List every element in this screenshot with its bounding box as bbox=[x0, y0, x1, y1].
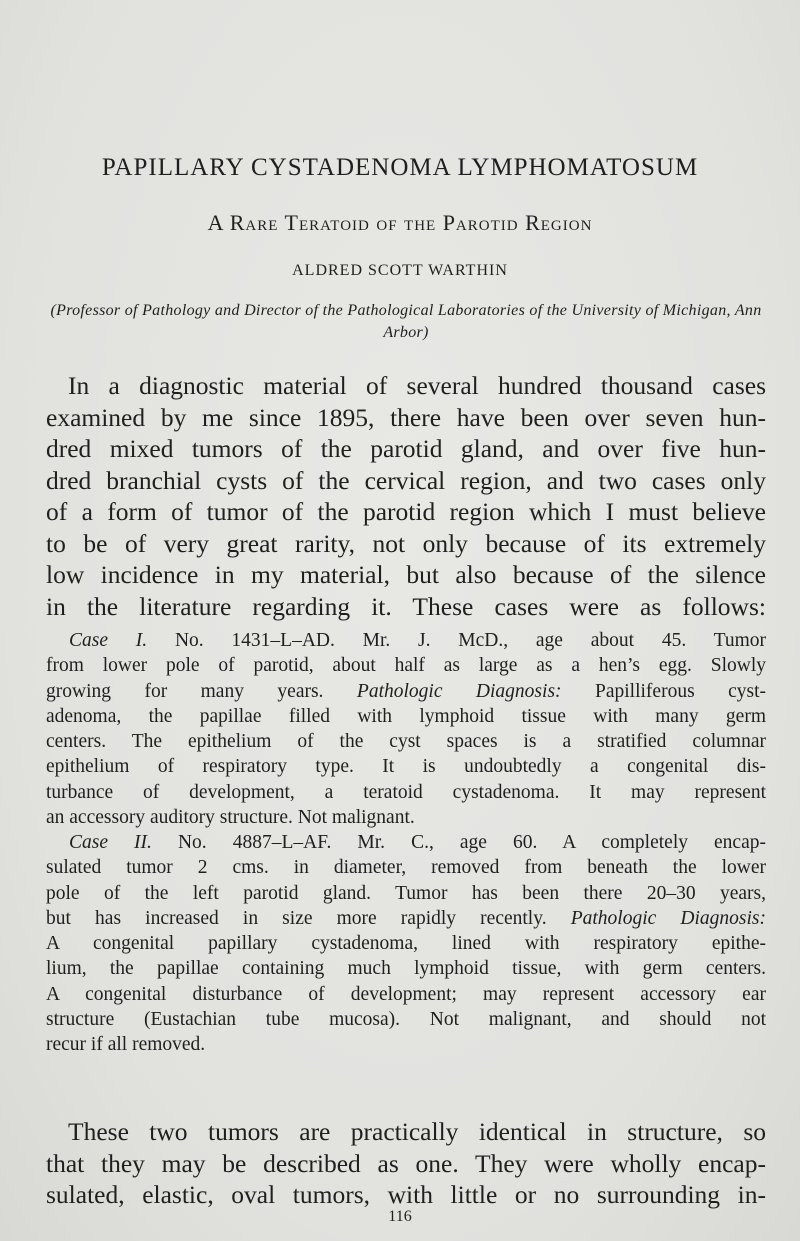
intro-line: examined by me since 1895, there have been over seven hun- bbox=[46, 402, 766, 432]
closing-line: These two tumors are practically identical in structure, so bbox=[68, 1117, 766, 1146]
intro-line: In a diagnostic material of several hundred thousand cases bbox=[68, 371, 766, 400]
case-line: pole of the left parotid gland. Tumor has been there 20–30 years, bbox=[46, 882, 766, 904]
intro-line: of a form of tumor of the parotid region which I must believe bbox=[46, 497, 766, 526]
case-line: an accessory auditory structure. Not malignant. bbox=[46, 807, 415, 829]
intro-line: dred mixed tumors of the parotid gland, and over five hun- bbox=[46, 434, 766, 463]
intro-line: to be of very great rarity, not only because of its extremely bbox=[46, 528, 766, 558]
page-number: 116 bbox=[388, 1208, 412, 1225]
author-affiliation: (Professor of Pathology and Director of the Pathological Laboratories of the University of Michigan, Ann Arbor) bbox=[50, 302, 762, 341]
intro-paragraph bbox=[46, 370, 766, 622]
case-label: Case I. bbox=[69, 630, 148, 651]
case-two-paragraph bbox=[46, 830, 766, 1058]
case-line: A congenital papillary cystadenoma, lined with respiratory epithe- bbox=[46, 933, 766, 955]
author-name: ALDRED SCOTT WARTHIN bbox=[292, 262, 508, 279]
intro-line: dred branchial cysts of the cervical region, and two cases only bbox=[46, 465, 766, 495]
case-line: growing for many years. Pathologic Diagnosis: Papilliferous cyst- bbox=[46, 680, 767, 702]
case-line: structure (Eustachian tube mucosa). Not malignant, and should not bbox=[46, 1009, 766, 1031]
case-one-paragraph bbox=[46, 628, 766, 830]
case-line: sulated tumor 2 cms. in diameter, removed from beneath the lower bbox=[46, 857, 766, 879]
case-line: centers. The epithelium of the cyst spaces is a stratified columnar bbox=[46, 731, 766, 753]
article-title: PAPILLARY CYSTADENOMA LYMPHOMATOSUM bbox=[101, 154, 699, 181]
case-line: A congenital disturbance of development; may represent accessory ear bbox=[46, 983, 766, 1005]
closing-paragraph bbox=[46, 1116, 766, 1211]
case-line: recur if all removed. bbox=[46, 1034, 206, 1056]
article-subtitle: A Rare Teratoid of the Parotid Region bbox=[207, 210, 593, 235]
case-line: Case I. No. 1431–L–AD. Mr. J. McD., age about 45. Tumor bbox=[69, 630, 767, 651]
closing-line: sulated, elastic, oval tumors, with little or no surrounding in- bbox=[46, 1180, 766, 1209]
diagnosis-label: Pathologic Diagnosis: bbox=[570, 907, 766, 929]
diagnosis-label: Pathologic Diagnosis: bbox=[356, 680, 562, 702]
case-label: Case II. bbox=[69, 832, 152, 853]
case-line: from lower pole of parotid, about half as large as a hen’s egg. Slowly bbox=[46, 655, 766, 677]
case-line: Case II. No. 4887–L–AF. Mr. C., age 60. A completely encap- bbox=[69, 832, 766, 853]
case-line: but has increased in size more rapidly recently. Pathologic Diagnosis: bbox=[46, 907, 766, 929]
case-line: adenoma, the papillae filled with lymphoid tissue with many germ bbox=[46, 705, 766, 727]
case-line: epithelium of respiratory type. It is undoubtedly a congenital dis- bbox=[46, 756, 766, 778]
intro-line: in the literature regarding it. These cases were as follows: bbox=[46, 591, 766, 621]
case-line: lium, the papillae containing much lymphoid tissue, with germ centers. bbox=[46, 958, 766, 980]
case-line: turbance of development, a teratoid cystadenoma. It may represent bbox=[46, 781, 766, 803]
intro-line: low incidence in my material, but also because of the silence bbox=[46, 560, 766, 589]
closing-line: that they may be described as one. They were wholly encap- bbox=[46, 1148, 766, 1178]
